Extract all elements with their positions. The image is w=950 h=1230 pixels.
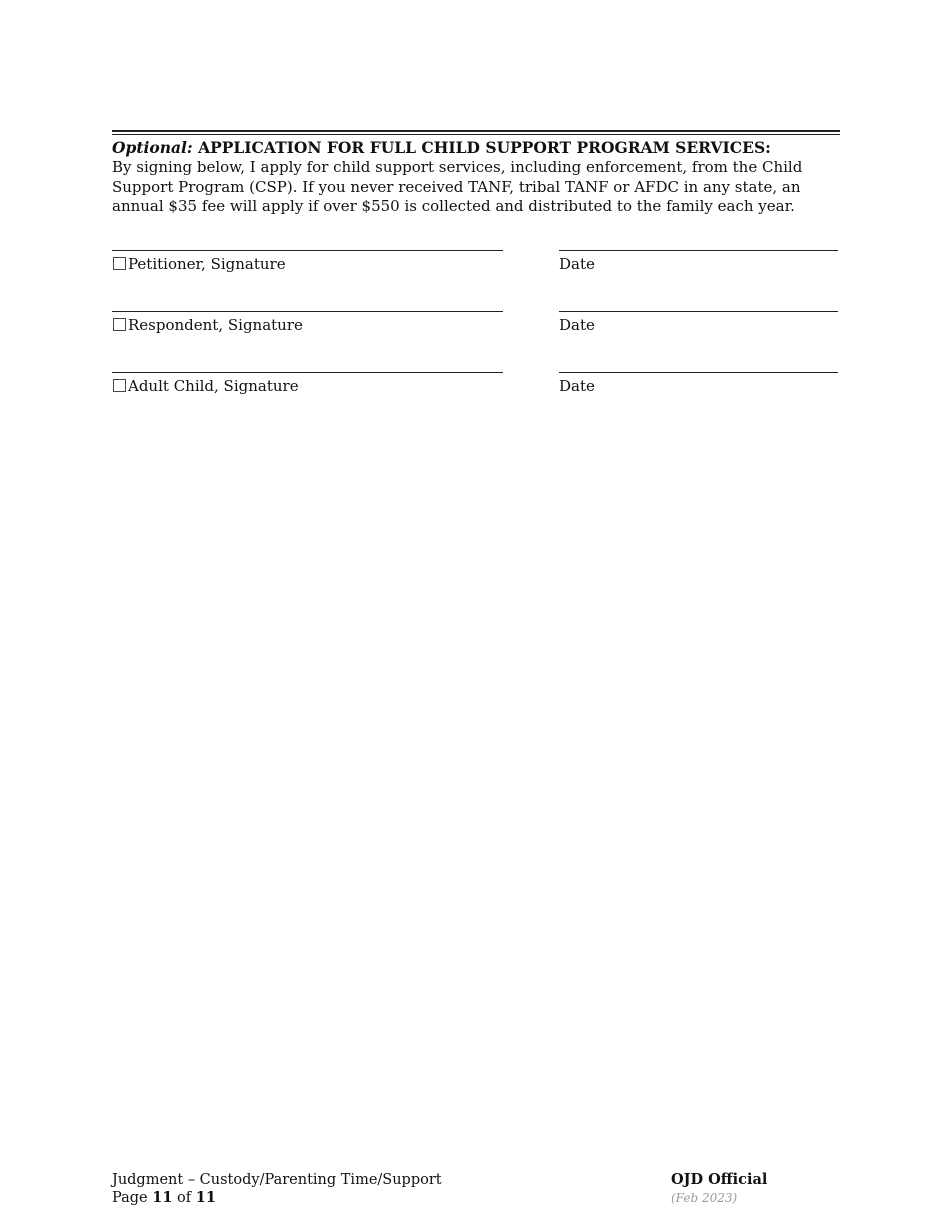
signature-row-respondent	[112, 311, 840, 351]
section-body-text: By signing below, I apply for child support services, including enforcement, from the Child Support Program (CSP). If you never received TANF, tribal TANF or AFDC in any state, an annual $35 fee will apply if over $550 is collected and distributed to the family each year.	[112, 158, 803, 215]
signature-line	[112, 372, 503, 373]
page-current: 11	[152, 1189, 173, 1206]
signature-field-petitioner[interactable]	[112, 250, 503, 274]
date-line	[559, 311, 838, 312]
petitioner-checkbox[interactable]	[113, 257, 126, 270]
footer-right	[671, 1171, 767, 1207]
footer-left	[112, 1171, 442, 1207]
signature-row-petitioner	[112, 250, 840, 290]
section-title: APPLICATION FOR FULL CHILD SUPPORT PROGRAM SERVICES:	[198, 138, 771, 157]
section-top-rule	[112, 130, 840, 132]
footer-form-title: Judgment – Custody/Parenting Time/Support	[112, 1172, 442, 1188]
page-total: 11	[195, 1189, 216, 1206]
signature-label: Petitioner, Signature	[128, 255, 286, 273]
section-top-rule-thin	[112, 134, 840, 135]
adult-child-checkbox[interactable]	[113, 379, 126, 392]
signature-line	[112, 250, 503, 251]
signature-row-adult-child	[112, 372, 840, 412]
date-label: Date	[559, 377, 595, 395]
respondent-checkbox[interactable]	[113, 318, 126, 331]
signature-label: Adult Child, Signature	[128, 377, 299, 395]
footer-official-label: OJD Official	[671, 1171, 768, 1188]
signature-line	[112, 311, 503, 312]
date-field-respondent[interactable]	[559, 311, 838, 335]
date-label: Date	[559, 255, 595, 273]
date-line	[559, 250, 838, 251]
footer-page-number: Page 11 of 11	[112, 1189, 216, 1206]
date-line	[559, 372, 838, 373]
section-heading	[112, 138, 840, 158]
signature-field-respondent[interactable]	[112, 311, 503, 335]
date-field-petitioner[interactable]	[559, 250, 838, 274]
optional-label: Optional:	[112, 138, 193, 157]
date-label: Date	[559, 316, 595, 334]
footer-revision-date: (Feb 2023)	[671, 1191, 738, 1205]
signature-label: Respondent, Signature	[128, 316, 303, 334]
csp-application-section	[112, 130, 840, 217]
date-field-adult-child[interactable]	[559, 372, 838, 396]
signature-field-adult-child[interactable]	[112, 372, 503, 396]
